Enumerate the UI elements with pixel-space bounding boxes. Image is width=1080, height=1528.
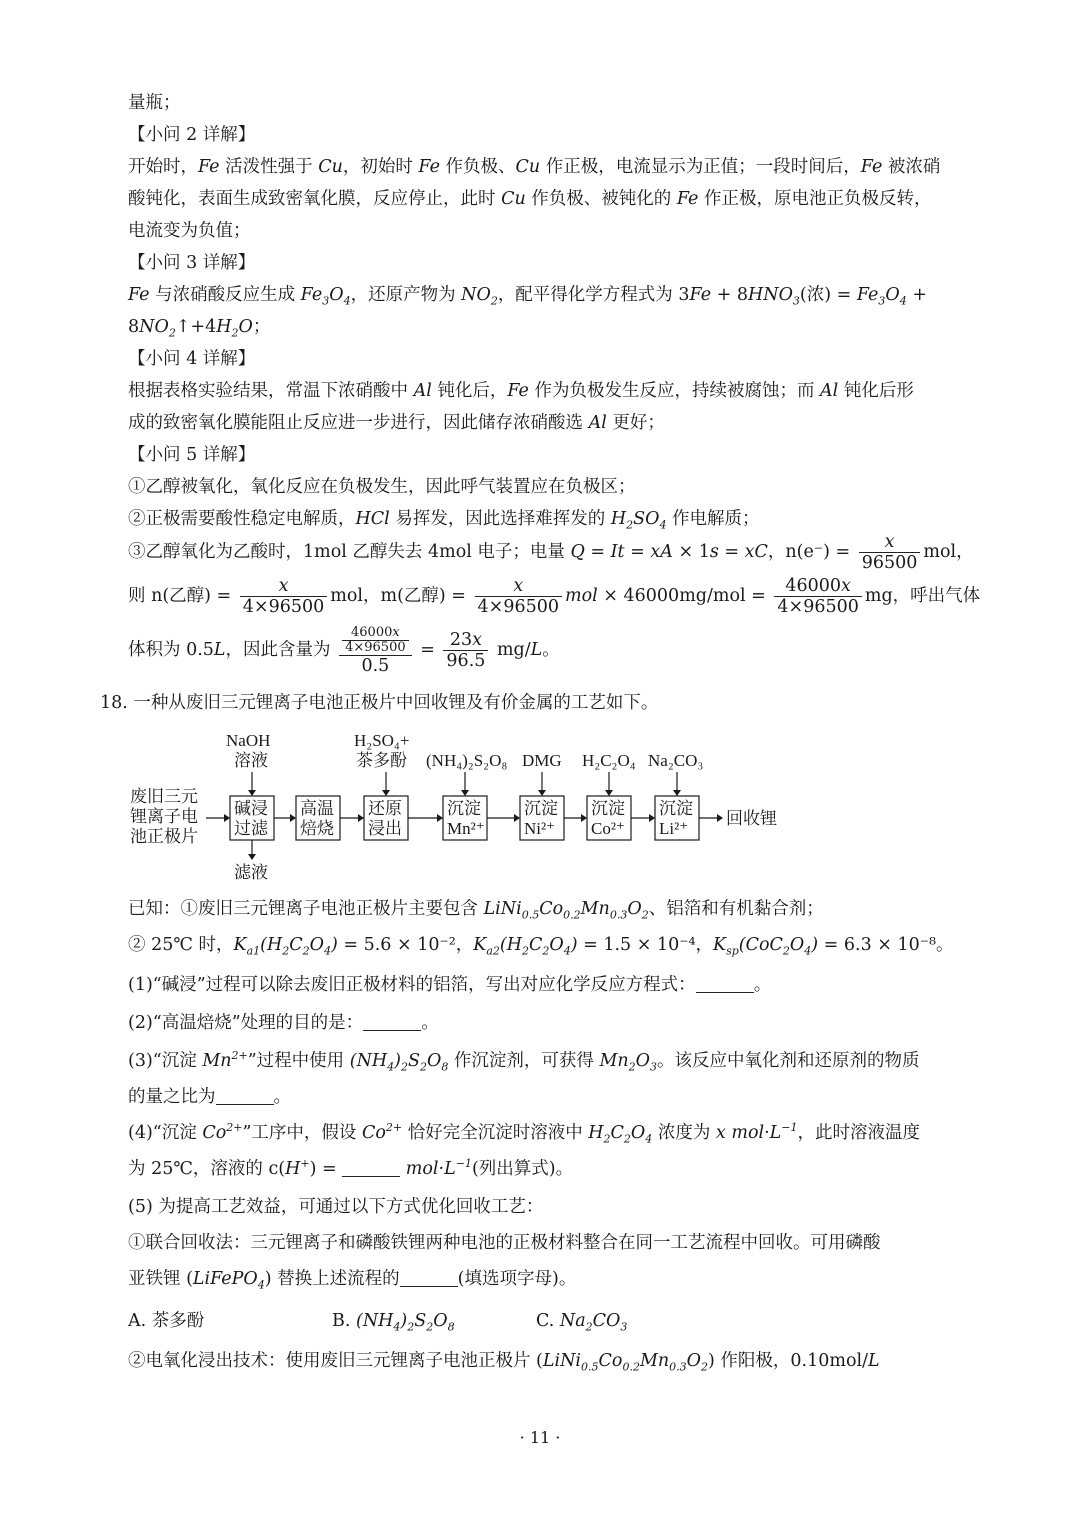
sub-question: (4)“沉淀 $Co^{2+}$”工序中，假设 $Co^{2+}$ 恰好完全沉淀时溶液中 $H_2C_2O_4$ 浓度为 x $mol\cdot L^{-1}$，此时溶液温度: [128, 1121, 920, 1146]
sub-question: 的量之比为 。: [128, 1087, 291, 1107]
step-label: Co²⁺: [591, 819, 625, 838]
start-material-line: 池正极片: [130, 827, 198, 846]
text-line: ①乙醇被氧化，氧化反应在负极发生，因此呼气装置应在负极区；: [128, 477, 636, 497]
text-line: 成的致密氧化膜能阻止反应进一步进行，因此储存浓硝酸选 Al 更好；: [128, 413, 665, 433]
page-number: · 11 ·: [519, 1428, 561, 1447]
equation-line: ③乙醇氧化为乙酸时，1mol 乙醇失去 4mol 电子；电量 Q = It = xA × 1s = xC，n(e⁻) = $\frac{x}{96500}$ mol，: [128, 532, 974, 573]
step-label: 高温: [300, 799, 334, 818]
text-line: 亚铁锂 (LiFePO$_4$) 替换上述流程的 (填选项字母)。: [128, 1269, 577, 1292]
reagent-h2so4: 茶多酚: [356, 751, 407, 770]
step-label: 焙烧: [300, 819, 334, 838]
sub-heading: 【小问 5 详解】: [128, 445, 256, 465]
step-label: 沉淀: [659, 799, 693, 818]
step-label: Mn²⁺: [447, 819, 485, 838]
text-line: 电流变为负值；: [128, 221, 251, 241]
step-label: 还原: [368, 799, 402, 818]
step-label: Ni²⁺: [524, 819, 556, 838]
question-title: 18. 一种从废旧三元锂离子电池正极片中回收锂及有价金属的工艺如下。: [100, 693, 659, 713]
text-line: 酸钝化，表面生成致密氧化膜，反应停止，此时 Cu 作负极、被钝化的 Fe 作正极，原电池正负极反转，: [128, 189, 932, 209]
sub-question: 为 25℃，溶液的 $c(H^+) = mol\cdot L^{-1}$(列出算式)。: [128, 1157, 574, 1179]
reagent-sodium-carbonate: Na₂CO₃: [648, 751, 704, 770]
step-label: 沉淀: [524, 799, 558, 818]
text-line: 根据表格实验结果，常温下浓硝酸中 Al 钝化后，Fe 作为负极发生反应，持续被腐蚀；而 Al 钝化后形: [128, 381, 914, 401]
answer-blank[interactable]: [342, 1160, 400, 1177]
step-label: Li²⁺: [659, 819, 689, 838]
reagent-dmg: DMG: [522, 751, 562, 770]
answer-blank[interactable]: [400, 1270, 458, 1287]
step-label: 碱浸: [234, 799, 268, 818]
reagent-oxalic-acid: H₂C₂O₄: [582, 751, 636, 770]
answer-blank[interactable]: [696, 976, 754, 993]
reagent-h2so4: H₂SO₄+: [354, 731, 410, 750]
text-line: 开始时，Fe 活泼性强于 Cu，初始时 Fe 作负极、Cu 作正极，电流显示为正值；一段时间后，Fe 被浓硝: [128, 157, 941, 177]
sub-question: (1)“碱浸”过程可以除去废旧正极材料的铝箔，写出对应化学反应方程式： 。: [128, 975, 772, 995]
option-a[interactable]: A. 茶多酚: [128, 1311, 205, 1331]
sub-heading: 【小问 3 详解】: [128, 253, 256, 273]
product-lithium: 回收锂: [726, 809, 777, 828]
equation-line: 体积为 0.5L，因此含量为 $\frac{\frac{46000x}{4\times 96500}}{0.5}$ = $\frac{23x}{96.5}$ mg/L。: [128, 624, 560, 676]
sub-heading: 【小问 2 详解】: [128, 125, 256, 145]
answer-blank[interactable]: [216, 1088, 274, 1105]
text-line: ② 25℃ 时，$K_{a1}(H_2C_2O_4) = 5.6 \times 10^{-2}$，$K_{a2}(H_2C_2O_4) = 1.5 \times 10^{-4}$，$K_{sp}(CoC_2O_4) = 6.3 \times 10^{-8}$。: [128, 935, 954, 958]
text-line: Fe 与浓硝酸反应生成 $Fe_3O_4$，还原产物为 $NO_2$，配平得化学方程式为 $3Fe + 8HNO_3$(浓) = $Fe_3O_4$ +: [128, 285, 928, 308]
reagent-persulfate: (NH₄)₂S₂O₈: [426, 751, 508, 770]
text-line: $8NO_2↑+4H_2O$；: [128, 317, 271, 340]
text-line: 量瓶；: [128, 93, 181, 113]
sub-question: (5) 为提高工艺效益，可通过以下方式优化回收工艺：: [128, 1197, 544, 1217]
text-line: ①联合回收法：三元锂离子和磷酸铁锂两种电池的正极材料整合在同一工艺流程中回收。可用磷酸: [128, 1233, 881, 1253]
option-c[interactable]: C. $Na_2CO_3$: [536, 1311, 628, 1334]
reagent-naoh: 溶液: [234, 751, 268, 770]
sub-question: (2)“高温焙烧”处理的目的是： 。: [128, 1013, 439, 1033]
text-line: ②电氧化浸出技术：使用废旧三元锂离子电池正极片 $(LiNi_{0.5}Co_{0.2}Mn_{0.3}O_2)$ 作阳极，0.10mol/L: [128, 1351, 880, 1374]
start-material-line: 废旧三元: [130, 787, 198, 806]
answer-blank[interactable]: [363, 1014, 421, 1031]
filtrate-label: 滤液: [234, 863, 268, 882]
sub-heading: 【小问 4 详解】: [128, 349, 256, 369]
text-line: 已知：①废旧三元锂离子电池正极片主要包含 $LiNi_{0.5}Co_{0.2}Mn_{0.3}O_2$、铝箔和有机黏合剂；: [128, 899, 824, 922]
text-line: ②正极需要酸性稳定电解质，HCl 易挥发，因此选择难挥发的 $H_2SO_4$ 作电解质；: [128, 509, 760, 532]
equation-line: 则 n(乙醇) = $\frac{x}{4\times 96500}$ mol，m(乙醇) = $\frac{x}{4\times 96500}$ mol × 46000mg/mol = $\frac{46000x}{4\times 96500}$ mg，呼出气体: [128, 576, 981, 617]
step-label: 浸出: [368, 819, 402, 838]
reagent-naoh: NaOH: [226, 731, 271, 750]
start-material-line: 锂离子电: [130, 807, 198, 826]
step-label: 沉淀: [591, 799, 625, 818]
process-flow-diagram: [0, 720, 1080, 890]
step-label: 过滤: [234, 819, 268, 838]
step-label: 沉淀: [447, 799, 481, 818]
sub-question: (3)“沉淀 $Mn^{2+}$”过程中使用 $(NH_4)_2S_2O_8$ 作沉淀剂，可获得 $Mn_2O_3$。该反应中氧化剂和还原剂的物质: [128, 1049, 920, 1074]
option-b[interactable]: B. $(NH_4)_2S_2O_8$: [332, 1311, 455, 1334]
